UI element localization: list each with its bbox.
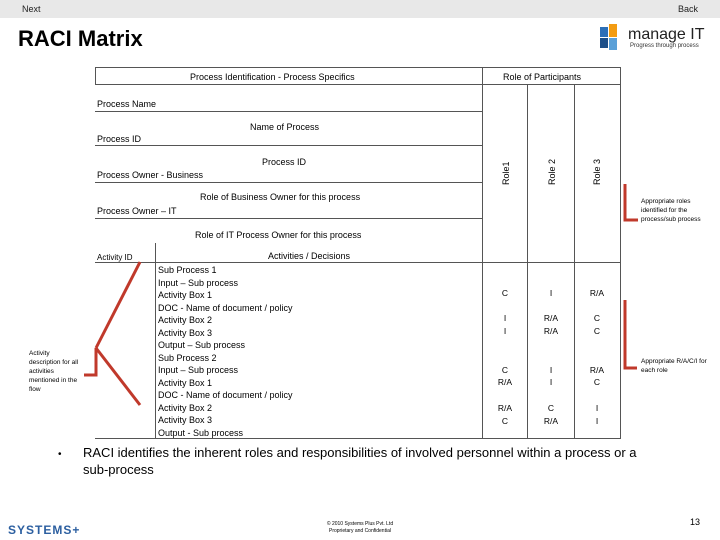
process-owner-business: Process Owner - Business [97, 170, 204, 180]
header-process-identification: Process Identification - Process Specifics [190, 72, 355, 82]
grid-line [95, 111, 483, 112]
footer-confidential: Proprietary and Confidential [329, 528, 391, 534]
process-name-label: Process Name [97, 99, 157, 109]
raci-cell: R/A [497, 403, 513, 413]
grid-line [620, 67, 621, 439]
callout-line-raci [625, 300, 637, 368]
callout-line-activity-2 [96, 262, 140, 348]
role-business-owner: Role of Business Owner for this process [200, 192, 361, 202]
raci-cell: C [547, 403, 555, 413]
systems-plus-logo: SYSTEMS+ [8, 523, 81, 537]
back-link[interactable]: Back [678, 4, 699, 14]
footer [300, 521, 420, 535]
raci-cell: I [549, 365, 553, 375]
callout-raci: Appropriate R/A/C/I for each role [641, 358, 707, 374]
raci-cell: I [549, 377, 553, 387]
name-of-process: Name of Process [250, 122, 320, 132]
grid-line [95, 218, 483, 219]
raci-cell: C [593, 377, 601, 387]
activity-item: DOC - Name of document / policy [158, 302, 293, 313]
header-role-participants: Role of Participants [503, 72, 582, 82]
activity-item: Output – Sub process [158, 340, 246, 350]
process-id-value: Process ID [262, 157, 307, 167]
callout-line-activity-1 [84, 348, 96, 375]
logo-tagline: Progress through process [630, 43, 699, 49]
activity-item: Activity Box 3 [158, 327, 213, 338]
activities-list [158, 264, 293, 439]
raci-cell: C [593, 326, 601, 336]
activity-item: DOC - Name of document / policy [158, 390, 293, 400]
body-text: RACI identifies the inherent roles and responsibilities of involved personnel within a process or a sub-process [83, 445, 637, 477]
role-it-owner: Role of IT Process Owner for this process [195, 230, 362, 240]
activity-item: Output - Sub process [158, 427, 244, 438]
activity-item: Input – Sub process [158, 277, 239, 288]
activity-item: Input – Sub process [158, 365, 239, 375]
process-id-label: Process ID [97, 134, 142, 144]
callout-line-roles [625, 184, 638, 220]
bullet-icon: • [58, 449, 62, 460]
logo-name: manage IT [628, 26, 705, 43]
raci-cell: I [549, 288, 553, 298]
footer-copyright: © 2010 Systems Plus Pvt. Ltd [326, 521, 394, 527]
grid-line [95, 67, 96, 85]
role-header-2: Role 2 [547, 158, 557, 185]
grid-line [95, 84, 620, 85]
callout-roles: Appropriate roles identified for the process/sub process [641, 198, 701, 223]
activity-item: Activity Box 2 [158, 402, 213, 413]
raci-cell: R/A [589, 365, 605, 375]
activity-item: Activity Box 2 [158, 315, 213, 325]
raci-cell: C [501, 416, 509, 426]
grid-line [95, 145, 483, 146]
raci-cell: R/A [543, 326, 559, 336]
activity-item: Activity Box 1 [158, 290, 213, 300]
grid-line [95, 262, 621, 263]
callout-line-activity-3 [96, 348, 140, 405]
page-title: RACI Matrix [18, 26, 143, 51]
callout-activity: Activity description for all activities mentioned in the flow [29, 350, 79, 393]
raci-cell: C [501, 365, 509, 375]
raci-cell: I [503, 313, 507, 323]
raci-cell: C [501, 288, 509, 298]
activities-header: Activities / Decisions [268, 251, 351, 261]
raci-cell: C [593, 313, 601, 323]
grid-line [155, 243, 156, 439]
top-bar [0, 0, 720, 18]
raci-cell: I [595, 416, 599, 426]
role-header-3: Role 3 [592, 158, 602, 185]
activity-item: Sub Process 2 [158, 352, 217, 363]
grid-line [95, 67, 620, 68]
raci-cell: R/A [543, 313, 559, 323]
next-link[interactable]: Next [22, 4, 41, 14]
raci-cell: R/A [589, 288, 605, 298]
raci-cell: I [503, 326, 507, 336]
grid-line [95, 182, 483, 183]
raci-cell: R/A [543, 416, 559, 426]
activity-item: Activity Box 3 [158, 415, 213, 425]
process-owner-it: Process Owner – IT [97, 206, 177, 216]
raci-cell: R/A [497, 377, 513, 387]
raci-cell: I [595, 403, 599, 413]
activity-id-label: Activity ID [97, 253, 133, 262]
role-header-1: Role1 [501, 161, 511, 185]
page-number: 13 [690, 517, 701, 527]
activity-item: Sub Process 1 [158, 265, 217, 275]
activity-item: Activity Box 1 [158, 377, 213, 388]
